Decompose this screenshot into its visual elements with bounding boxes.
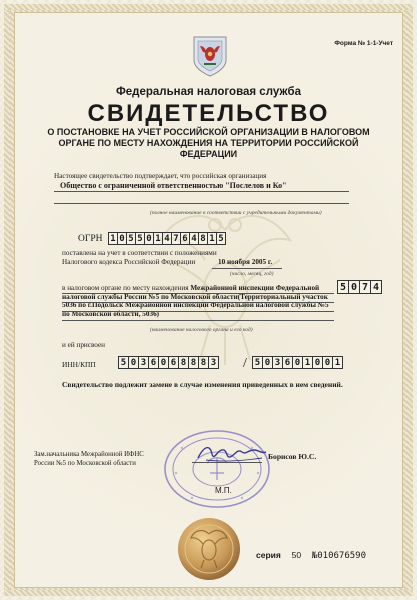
ogrn-label: ОГРН bbox=[78, 234, 103, 244]
ogrn-digit: 1 bbox=[108, 232, 118, 245]
document-title: СВИДЕТЕЛЬСТВО bbox=[87, 100, 330, 127]
form-number: Форма № 1-1-Учет bbox=[334, 40, 393, 47]
ogrn-digit: 8 bbox=[198, 232, 208, 245]
ogrn-digit: 5 bbox=[126, 232, 136, 245]
series-label: серия bbox=[256, 550, 281, 560]
series-number: №010676590 bbox=[311, 551, 366, 561]
inspection-name-rest: Федеральной налоговой службы России №5 по Московской области(Территориальный участок 5036 по г.Подольск Межрайонной инспекции Федеральной налоговой службы №5 по Московской области, 5036) bbox=[62, 284, 329, 318]
kpp-cells bbox=[252, 356, 342, 369]
inn-digit: 3 bbox=[138, 356, 149, 369]
signatory-position-line2: России №5 по Московской области bbox=[34, 460, 136, 467]
kpp-digit: 0 bbox=[312, 356, 323, 369]
document-subtitle: О ПОСТАНОВКЕ НА УЧЕТ РОССИЙСКОЙ ОРГАНИЗАЦИИ В НАЛОГОВОМ ОРГАНЕ ПО МЕСТУ НАХОЖДЕНИЯ НА ТЕРРИТОРИИ РОССИЙСКОЙ ФЕДЕРАЦИИ bbox=[47, 127, 370, 159]
change-notice: Свидетельство подлежит замене в случае изменения приведенных в нем сведений. bbox=[62, 380, 343, 389]
inn-digit: 8 bbox=[188, 356, 199, 369]
inspection-underline-1 bbox=[62, 293, 334, 294]
signatory-position bbox=[34, 450, 144, 468]
fns-emblem-icon bbox=[190, 34, 230, 78]
inspection-code-digit: 0 bbox=[348, 280, 360, 294]
inn-cells bbox=[118, 356, 218, 369]
ogrn-digit: 4 bbox=[189, 232, 199, 245]
inspection-note: (наименование налогового органа и его код) bbox=[150, 327, 253, 333]
kpp-digit: 3 bbox=[272, 356, 283, 369]
inn-digit: 8 bbox=[178, 356, 189, 369]
ogrn-digit: 0 bbox=[117, 232, 127, 245]
organization-underline-2 bbox=[54, 203, 349, 204]
inn-digit: 0 bbox=[128, 356, 139, 369]
ogrn-digit: 0 bbox=[144, 232, 154, 245]
kpp-digit: 5 bbox=[252, 356, 263, 369]
inn-digit: 5 bbox=[118, 356, 129, 369]
inspection-prefix: в налоговом органе по месту нахождения bbox=[62, 284, 189, 292]
assigned-text: и ей присвоен bbox=[62, 341, 106, 349]
inn-digit: 0 bbox=[158, 356, 169, 369]
inspection-underline-2 bbox=[62, 302, 334, 303]
stamp-mark: М.П. bbox=[215, 486, 232, 495]
ogrn-digit: 6 bbox=[180, 232, 190, 245]
signature-line bbox=[192, 462, 262, 463]
ogrn-digit: 5 bbox=[135, 232, 145, 245]
registration-date-note: (число, месяц, год) bbox=[230, 271, 274, 277]
registration-basis: поставлена на учет в соответствии с положениями bbox=[62, 249, 217, 257]
inn-digit: 3 bbox=[208, 356, 219, 369]
inn-kpp-label: ИНН/КПП bbox=[62, 360, 96, 369]
issuing-authority: Федеральная налоговая служба bbox=[115, 86, 302, 98]
inspection-code-digit: 7 bbox=[359, 280, 371, 294]
organization-name: Общество с ограниченной ответственностью "Послелов и Ко" bbox=[60, 181, 287, 190]
ogrn-cells bbox=[108, 232, 225, 245]
kpp-digit: 6 bbox=[282, 356, 293, 369]
inspection-code-digit: 4 bbox=[370, 280, 382, 294]
kpp-digit: 1 bbox=[302, 356, 313, 369]
registration-code: Налогового кодекса Российской Федерации bbox=[62, 258, 196, 266]
intro-text: Настоящее свидетельство подтверждает, что российская организация bbox=[54, 172, 267, 180]
inn-kpp-separator: / bbox=[243, 356, 247, 371]
kpp-digit: 0 bbox=[262, 356, 273, 369]
inspection-code-digit: 5 bbox=[337, 280, 349, 294]
gold-seal-icon bbox=[176, 516, 242, 582]
ogrn-digit: 5 bbox=[216, 232, 226, 245]
inn-digit: 6 bbox=[168, 356, 179, 369]
kpp-digit: 0 bbox=[292, 356, 303, 369]
inspection-underline-4 bbox=[62, 320, 334, 321]
ogrn-digit: 1 bbox=[153, 232, 163, 245]
date-underline bbox=[212, 268, 282, 269]
kpp-digit: 1 bbox=[332, 356, 343, 369]
series-block bbox=[256, 550, 366, 561]
inspection-code-cells bbox=[337, 280, 381, 294]
ogrn-digit: 4 bbox=[162, 232, 172, 245]
organization-underline bbox=[54, 191, 349, 192]
inspection-name-line1: Межрайонной инспекции bbox=[190, 284, 274, 292]
inn-digit: 6 bbox=[148, 356, 159, 369]
inspection-underline-3 bbox=[62, 311, 334, 312]
signatory-position-line1: Зам.начальника Межрайонной ИФНС bbox=[34, 451, 144, 458]
organization-note: (полное наименование в соответствии с учредительными документами) bbox=[150, 210, 322, 216]
ogrn-digit: 1 bbox=[207, 232, 217, 245]
inn-digit: 8 bbox=[198, 356, 209, 369]
kpp-digit: 0 bbox=[322, 356, 333, 369]
signatory-name: Борисов Ю.С. bbox=[268, 452, 317, 461]
registration-date: 10 ноября 2005 г. bbox=[218, 258, 273, 266]
ogrn-digit: 7 bbox=[171, 232, 181, 245]
series-value: 50 bbox=[291, 550, 302, 560]
